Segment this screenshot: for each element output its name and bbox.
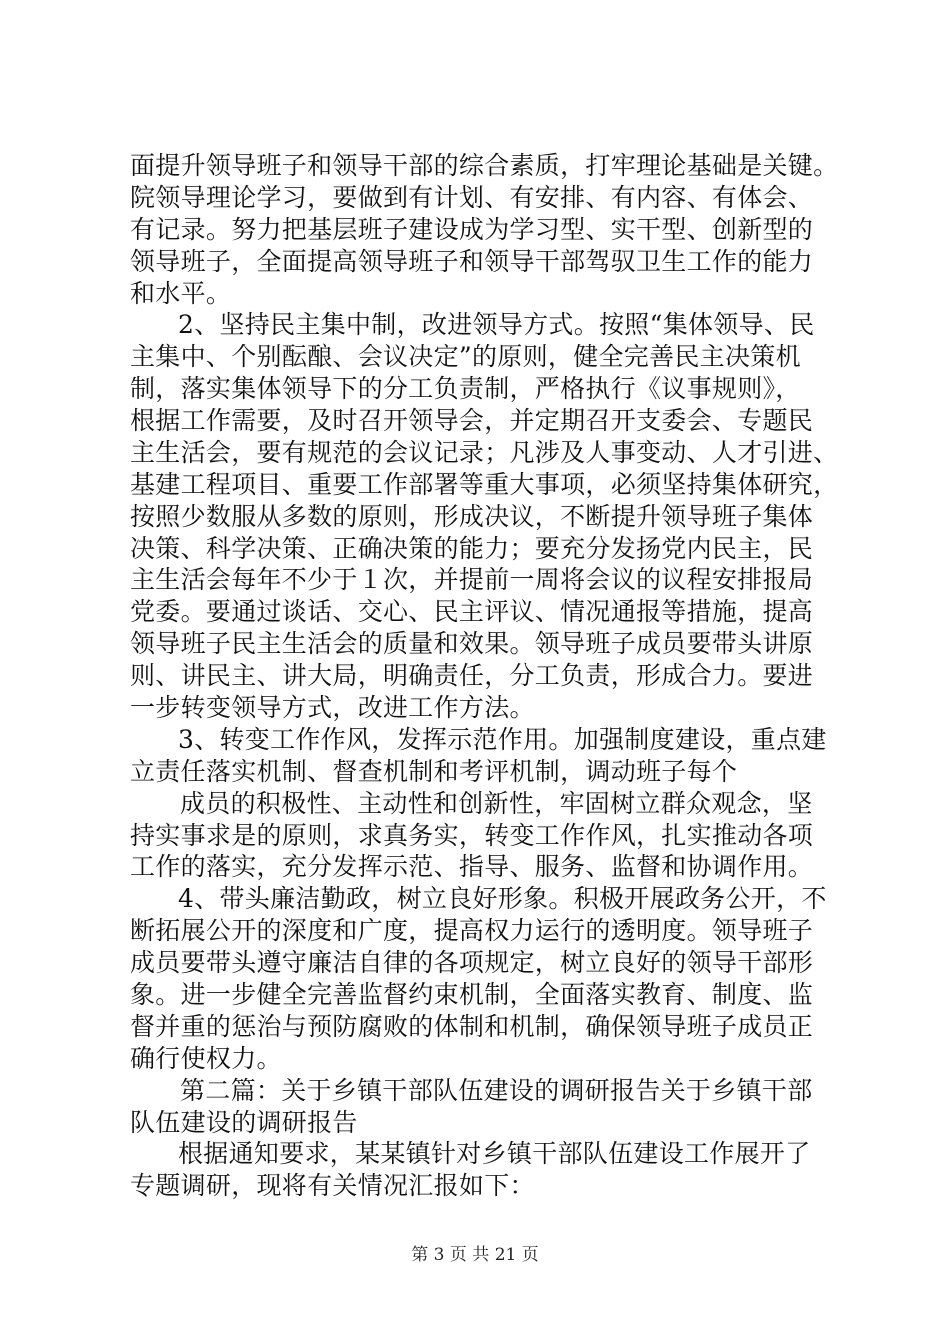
page-footer: 第 3 页 共 21 页 xyxy=(411,1245,539,1265)
text-line: 4、带头廉洁勤政，树立良好形象。积极开展政务公开，不 xyxy=(178,884,827,914)
text-line: 持实事求是的原则，求真务实，转变工作作风，扎实推动各项 xyxy=(130,820,814,850)
text-line: 根据工作需要，及时召开领导会，并定期召开支委会、专题民 xyxy=(130,406,814,436)
text-line: 2、坚持民主集中制，改进领导方式。按照“集体领导、民 xyxy=(178,310,815,340)
text-line: 有记录。努力把基层班子建设成为学习型、实干型、创新型的 xyxy=(130,214,814,244)
text-line: 院领导理论学习，要做到有计划、有安排、有内容、有体会、 xyxy=(130,182,814,212)
text-line: 领导班子民主生活会的质量和效果。领导班子成员要带头讲原 xyxy=(130,629,814,659)
text-line: 则、讲民主、讲大局，明确责任，分工负责，形成合力。要进 xyxy=(130,661,814,691)
text-line: 面提升领导班子和领导干部的综合素质，打牢理论基础是关键。 xyxy=(130,151,839,180)
text-line: 制，落实集体领导下的分工负责制，严格执行《议事规则》， xyxy=(130,374,801,404)
text-line: 一步转变领导方式，改进工作方法。 xyxy=(130,693,535,723)
text-line: 成员要带头遵守廉洁自律的各项规定，树立良好的领导干部形 xyxy=(130,948,814,978)
text-line: 断拓展公开的深度和广度，提高权力运行的透明度。领导班子 xyxy=(130,916,814,946)
text-line: 基建工程项目、重要工作部署等重大事项，必须坚持集体研究， xyxy=(130,469,839,499)
text-line: 专题调研，现将有关情况汇报如下： xyxy=(130,1171,535,1201)
text-line: 督并重的惩治与预防腐败的体制和机制，确保领导班子成员正 xyxy=(130,1011,814,1041)
text-line: 和水平。 xyxy=(130,278,232,308)
text-line: 确行使权力。 xyxy=(130,1043,282,1073)
text-line: 工作的落实，充分发挥示范、指导、服务、监督和协调作用。 xyxy=(130,852,814,882)
text-line: 主生活会每年不少于１次，并提前一周将会议的议程安排报局 xyxy=(130,565,814,595)
text-line: 党委。要通过谈话、交心、民主评议、情况通报等措施，提高 xyxy=(130,597,814,627)
text-line: 领导班子，全面提高领导班子和领导干部驾驭卫生工作的能力 xyxy=(130,246,814,276)
text-line: 3、转变工作作风，发挥示范作用。加强制度建设，重点建 xyxy=(178,724,827,754)
text-line: 按照少数服从多数的原则，形成决议，不断提升领导班子集体 xyxy=(130,501,814,531)
text-line: 第二篇：关于乡镇干部队伍建设的调研报告关于乡镇干部 xyxy=(180,1075,813,1105)
text-line: 立责任落实机制、督查机制和考评机制，调动班子每个 xyxy=(130,756,738,786)
text-line: 队伍建设的调研报告 xyxy=(130,1107,358,1137)
text-line: 主集中、个别酝酿、会议决定”的原则，健全完善民主决策机 xyxy=(130,342,801,372)
text-line: 主生活会，要有规范的会议记录；凡涉及人事变动、人才引进、 xyxy=(130,437,839,467)
text-line: 成员的积极性、主动性和创新性，牢固树立群众观念，坚 xyxy=(180,788,813,818)
text-line: 决策、科学决策、正确决策的能力；要充分发扬党内民主，民 xyxy=(130,533,814,563)
text-line: 根据通知要求，某某镇针对乡镇干部队伍建设工作展开了 xyxy=(178,1139,811,1169)
text-line: 象。进一步健全完善监督约束机制，全面落实教育、制度、监 xyxy=(130,979,814,1009)
